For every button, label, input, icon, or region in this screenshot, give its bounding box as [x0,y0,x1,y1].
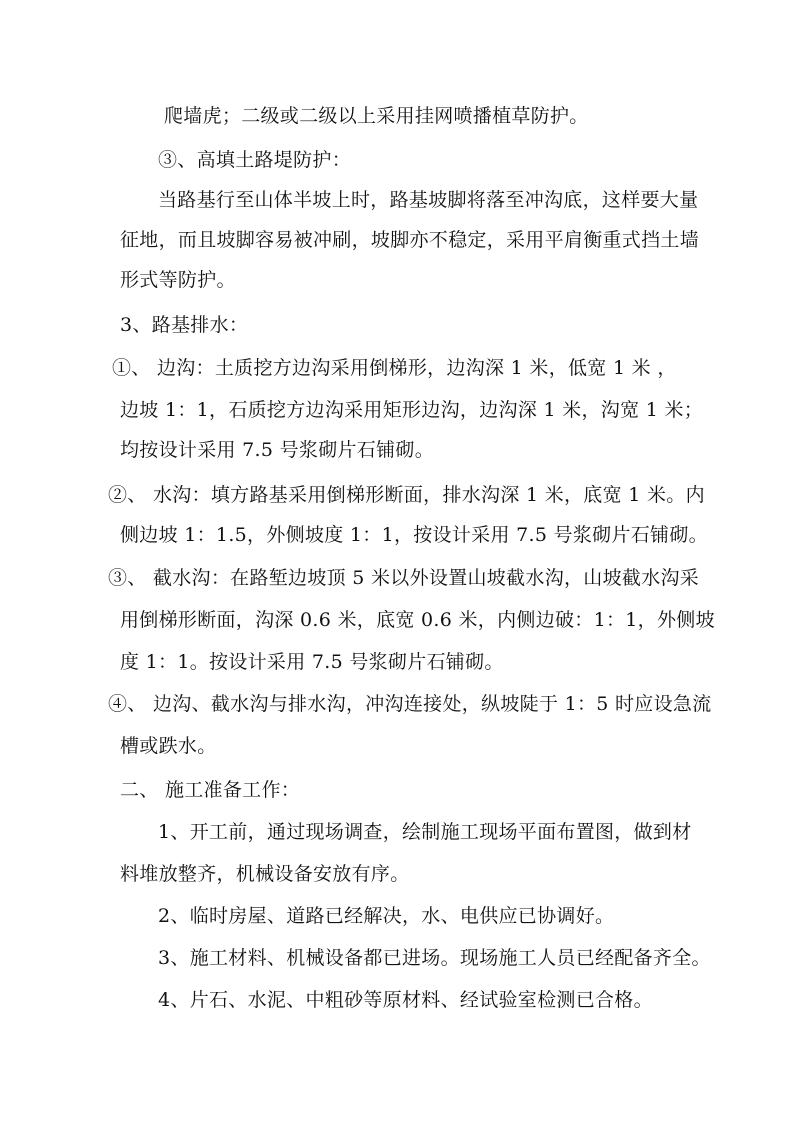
section-heading-drainage: 3、路基排水： [120,314,249,336]
list-item-connection: ④、 边沟、截水沟与排水沟，冲沟连接处，纵坡陡于 1：5 时应设急流 [108,693,712,715]
paragraph-line: 3、施工材料、机械设备都已进场。现场施工人员已经配备齐全。 [158,947,711,969]
list-item-continuation: 均按设计采用 7.5 号浆砌片石铺砌。 [120,439,434,461]
list-item-continuation: 边坡 1：1，石质挖方边沟采用矩形边沟，边沟深 1 米，沟宽 1 米； [120,399,704,421]
paragraph-line: 1、开工前，通过现场调查，绘制施工现场平面布置图，做到材 [158,821,692,843]
list-item-side-ditch: ①、 边沟：土质挖方边沟采用倒梯形，边沟深 1 米，低宽 1 米 ， [112,357,677,379]
subheading-high-fill-embankment: ③、高填土路堤防护： [158,149,352,171]
list-item-intercepting-ditch: ③、 截水沟：在路堑边坡顶 5 米以外设置山坡截水沟，山坡截水沟采 [108,567,700,589]
section-heading-preparation: 二、 施工准备工作： [120,779,301,801]
paragraph-line: 形式等防护。 [120,269,236,291]
paragraph-line: 4、片石、水泥、中粗砂等原材料、经试验室检测已合格。 [158,989,653,1011]
paragraph-line: 爬墙虎；二级或二级以上采用挂网喷播植草防护。 [164,105,589,127]
paragraph-line: 征地，而且坡脚容易被冲刷，坡脚亦不稳定，采用平肩衡重式挡土墙 [120,229,700,251]
list-item-continuation: 用倒梯形断面，沟深 0.6 米，底宽 0.6 米，内侧边破：1：1，外侧坡 [120,609,715,631]
list-item-continuation: 度 1：1。按设计采用 7.5 号浆砌片石铺砌。 [120,651,504,673]
paragraph-line: 2、临时房屋、道路已经解决，水、电供应已协调好。 [158,905,615,927]
list-item-continuation: 槽或跌水。 [120,735,217,757]
paragraph-line: 当路基行至山体半坡上时，路基坡脚将落至冲沟底，这样要大量 [158,189,699,211]
list-item-continuation: 侧边坡 1：1.5，外侧坡度 1：1，按设计采用 7.5 号浆砌片石铺砌。 [120,524,708,546]
list-item-drain: ②、 水沟：填方路基采用倒梯形断面，排水沟深 1 米，底宽 1 米。内 [108,484,705,506]
paragraph-line: 料堆放整齐，机械设备安放有序。 [120,863,410,885]
